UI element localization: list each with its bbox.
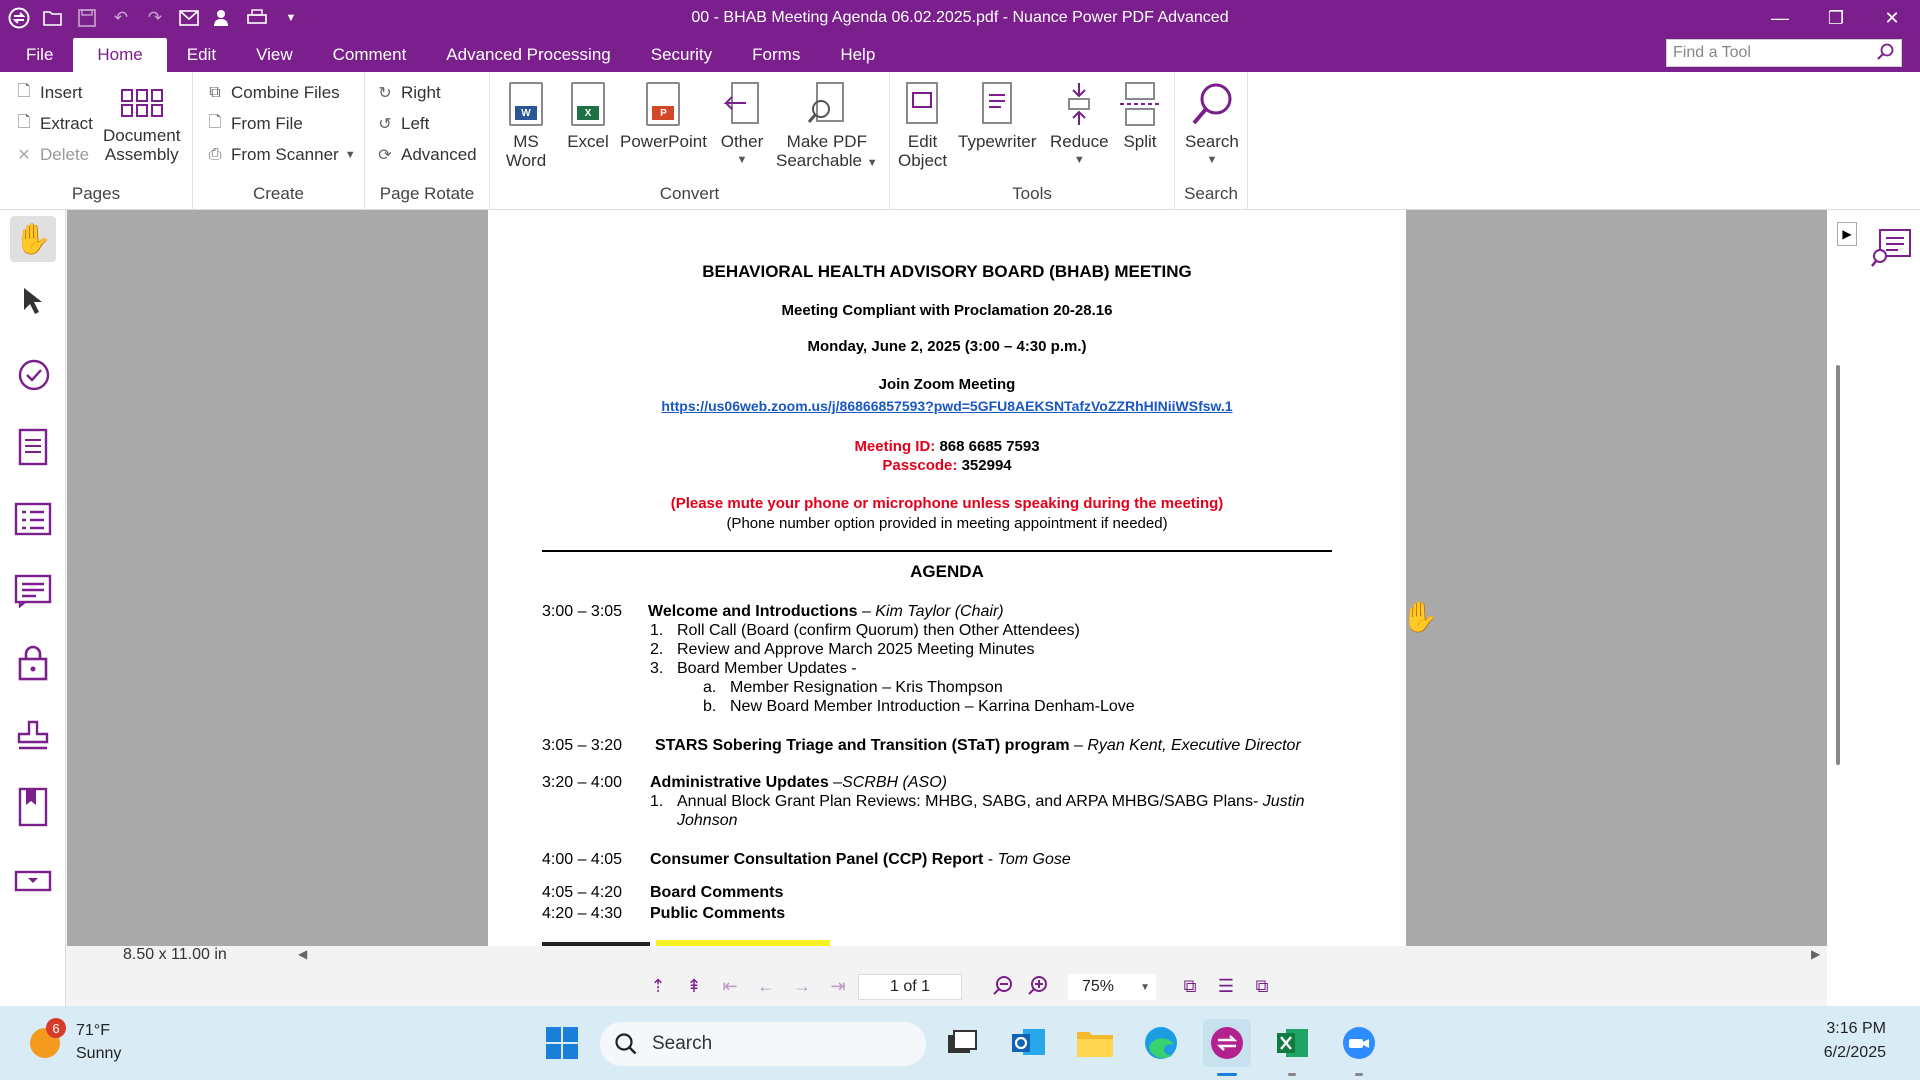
ribbon-group-search xyxy=(1175,72,1248,210)
agenda-sub-3-1-presenter-first: Justin xyxy=(1262,793,1305,810)
quick-access-toolbar xyxy=(0,5,304,31)
powerpoint-button[interactable] xyxy=(620,80,707,151)
clock[interactable] xyxy=(1800,1020,1886,1062)
delete-button[interactable] xyxy=(14,141,89,169)
agenda-item-1-title: Welcome and Introductions xyxy=(648,603,858,620)
agenda-time-2: 3:05 – 3:20 xyxy=(542,737,623,754)
redo-icon[interactable]: ↷ xyxy=(147,8,163,27)
edit-object-button[interactable] xyxy=(898,80,947,170)
file-explorer-icon[interactable] xyxy=(1071,1019,1119,1067)
reduce-icon xyxy=(1057,80,1101,128)
ms-word-button[interactable] xyxy=(504,80,548,170)
chevron-down-icon: ▼ xyxy=(1073,154,1085,166)
bookmark-panel-icon[interactable] xyxy=(10,784,56,830)
doc-title: BEHAVIORAL HEALTH ADVISORY BOARD (BHAB) MEETING xyxy=(702,262,1192,281)
rotate-left-button[interactable] xyxy=(375,110,429,138)
agenda-sub-3-1 xyxy=(677,793,1305,811)
make-pdf-searchable-button[interactable] xyxy=(776,80,878,173)
section-divider xyxy=(542,550,1332,552)
vertical-scrollbar[interactable] xyxy=(1836,365,1840,765)
make-pdf-label-2-text: Searchable xyxy=(776,151,863,170)
reduce-button[interactable] xyxy=(1050,80,1109,170)
chevron-down-icon: ▼ xyxy=(736,154,748,166)
doc-date: Monday, June 2, 2025 (3:00 – 4:30 p.m.) xyxy=(807,338,1087,355)
zoom-out-icon[interactable] xyxy=(992,974,1014,1001)
taskbar-search-label: Search xyxy=(652,1033,713,1054)
search-label: Search xyxy=(1185,132,1239,151)
minimize-icon[interactable]: — xyxy=(1771,7,1789,28)
pdf-page xyxy=(488,210,1406,946)
ms-word-label-2: Word xyxy=(505,151,547,170)
agenda-sub-3-1-num: 1. xyxy=(650,793,664,810)
searchable-pdf-icon xyxy=(805,80,849,128)
left-tool-panel xyxy=(0,210,66,1006)
convert-group-label: Convert xyxy=(659,184,720,203)
agenda-item-4-presenter: Tom Gose xyxy=(997,851,1071,868)
clock-date: 6/2/2025 xyxy=(1823,1044,1886,1061)
menu-bar xyxy=(0,36,1920,72)
agenda-item-4-sep: - xyxy=(983,851,998,868)
agenda-item-5: Board Comments xyxy=(650,884,784,901)
typewriter-button[interactable] xyxy=(958,80,1036,151)
find-panel-icon[interactable] xyxy=(1870,228,1912,273)
agenda-item-4-title: Consumer Consultation Panel (CCP) Report xyxy=(650,851,984,868)
typewriter-icon xyxy=(975,80,1019,128)
extract-page-icon: 🗋 xyxy=(17,113,31,131)
agenda-sub-1-3b-num: b. xyxy=(703,698,717,715)
delete-label: Delete xyxy=(40,145,90,164)
excel-doc-icon: X xyxy=(566,80,610,128)
rotate-right-icon: ↻ xyxy=(378,85,392,102)
power-pdf-taskbar-icon[interactable] xyxy=(1203,1019,1251,1067)
ms-word-label-1: MS xyxy=(513,132,539,151)
first-page-icon[interactable]: ⇤ xyxy=(722,976,738,996)
hand-tool-icon[interactable]: ✋ xyxy=(10,216,56,262)
weather-temperature: 71°F xyxy=(76,1022,110,1039)
status-bar xyxy=(66,946,1827,1006)
make-pdf-label-2 xyxy=(776,151,878,173)
fit-width-icon[interactable]: ⇞ xyxy=(686,976,702,996)
search-icon xyxy=(1877,43,1895,66)
agenda-sub-1-3-num: 3. xyxy=(650,660,664,677)
menu-advanced-processing[interactable]: Advanced Processing xyxy=(446,45,611,64)
split-label: Split xyxy=(1123,132,1157,151)
menu-home[interactable]: Home xyxy=(73,38,166,72)
stamp-icon[interactable] xyxy=(10,712,56,758)
expand-panel-icon[interactable] xyxy=(10,858,56,904)
menu-help[interactable]: Help xyxy=(840,45,876,64)
weather-widget[interactable] xyxy=(28,1018,148,1068)
doc-join-zoom: Join Zoom Meeting xyxy=(878,376,1016,393)
previous-page-icon[interactable]: ← xyxy=(757,976,775,996)
from-scanner-label: From Scanner xyxy=(231,145,339,164)
agenda-sub-1-1: Roll Call (Board (confirm Quorum) then Other Attendees) xyxy=(677,622,1080,639)
agenda-time-4: 4:00 – 4:05 xyxy=(542,851,623,868)
passcode-label: Passcode: xyxy=(882,457,958,474)
menu-security[interactable]: Security xyxy=(650,45,713,64)
insert-page-icon: 🗋 xyxy=(17,82,31,100)
undo-icon[interactable]: ↶ xyxy=(113,8,129,27)
combine-files-icon: ⧉ xyxy=(209,84,221,101)
insert-label: Insert xyxy=(40,83,83,102)
page-navigation xyxy=(640,976,856,997)
agenda-time-5: 4:05 – 4:20 xyxy=(542,884,623,901)
agenda-item-3-presenter: SCRBH (ASO) xyxy=(842,774,947,791)
rotate-right-button[interactable] xyxy=(375,79,441,107)
other-button[interactable] xyxy=(720,80,764,170)
passcode-value: 352994 xyxy=(961,457,1012,474)
app-logo-icon[interactable] xyxy=(6,5,32,31)
title-bar xyxy=(0,0,1920,36)
document-canvas[interactable] xyxy=(67,210,1827,946)
ribbon-group-pages xyxy=(0,72,193,210)
agenda-sub-3-1-presenter-last: Johnson xyxy=(677,812,738,829)
zoom-in-icon[interactable] xyxy=(1027,974,1049,1001)
agenda-sub-1-2: Review and Approve March 2025 Meeting Minutes xyxy=(677,641,1035,658)
menu-file[interactable]: File xyxy=(26,45,54,64)
view-mode-controls xyxy=(1172,976,1280,997)
collapse-arrow-icon[interactable]: ▶ xyxy=(1837,222,1857,246)
agenda-sub-1-3a: Member Resignation – Kris Thompson xyxy=(730,679,1003,696)
facing-pages-view-icon[interactable]: ⧉ xyxy=(1255,976,1269,996)
rotate-left-label: Left xyxy=(401,114,430,133)
from-scanner-button[interactable] xyxy=(205,141,356,169)
email-icon[interactable] xyxy=(176,5,202,31)
agenda-item-2-title: STARS Sobering Triage and Transition (STaT) program xyxy=(655,737,1070,754)
zoom-taskbar-icon[interactable] xyxy=(1335,1019,1383,1067)
page-size: 8.50 x 11.00 in xyxy=(123,946,227,963)
search-icon xyxy=(614,1032,638,1056)
ribbon-group-page-rotate xyxy=(365,72,490,210)
agenda-item-3-title: Administrative Updates xyxy=(650,774,829,791)
powerpoint-label: PowerPoint xyxy=(620,132,707,151)
other-format-icon xyxy=(720,80,764,128)
single-page-view-icon[interactable]: ⧉ xyxy=(1183,976,1197,996)
last-page-icon[interactable]: ⇥ xyxy=(830,976,846,996)
document-assembly-label-1: Document xyxy=(103,126,181,145)
weather-notification-badge: 6 xyxy=(46,1018,66,1038)
tools-group-label: Tools xyxy=(1012,184,1052,203)
agenda-item-6: Public Comments xyxy=(650,905,786,922)
find-tool-placeholder: Find a Tool xyxy=(1673,44,1751,61)
pages-panel-icon[interactable] xyxy=(10,424,56,470)
passcode-line xyxy=(488,457,1406,474)
rotate-left-icon: ↺ xyxy=(378,116,392,133)
scroll-left-icon[interactable]: ◀ xyxy=(298,947,308,961)
agenda-item-2-presenter: Ryan Kent, Executive Director xyxy=(1087,737,1301,754)
restore-icon[interactable]: ❐ xyxy=(1827,7,1845,28)
file-icon: 🗋 xyxy=(208,113,222,131)
customize-quick-access-icon[interactable]: ▼ xyxy=(285,12,297,24)
agenda-item-1-presenter: Kim Taylor (Chair) xyxy=(875,603,1004,620)
mute-notice: (Please mute your phone or microphone unless speaking during the meeting) xyxy=(670,495,1224,512)
agenda-sub-1-1-num: 1. xyxy=(650,622,664,639)
doc-subtitle: Meeting Compliant with Proclamation 20-28.16 xyxy=(781,302,1113,319)
pages-group-label: Pages xyxy=(71,184,121,203)
search-button[interactable] xyxy=(1185,80,1239,170)
windows-taskbar xyxy=(0,1006,1920,1080)
select-arrow-icon[interactable] xyxy=(10,278,56,324)
excel-taskbar-icon[interactable] xyxy=(1269,1019,1317,1067)
scanner-icon: ⎙ xyxy=(208,146,222,163)
zoom-level-select[interactable] xyxy=(1068,974,1156,1000)
user-sign-icon[interactable] xyxy=(210,5,236,31)
right-panel xyxy=(1827,210,1920,1006)
create-group-label: Create xyxy=(252,184,305,203)
split-icon xyxy=(1118,80,1162,128)
powerpoint-doc-icon: P xyxy=(641,80,685,128)
menu-view[interactable]: View xyxy=(256,45,293,64)
insert-button[interactable] xyxy=(14,79,83,107)
active-app-indicator xyxy=(1217,1073,1237,1076)
page-rotate-group-label: Page Rotate xyxy=(379,184,475,203)
find-tool-input[interactable] xyxy=(1666,39,1902,67)
agenda-sub-1-3a-num: a. xyxy=(703,679,717,696)
meeting-id-value: 868 6685 7593 xyxy=(939,438,1040,455)
edge-browser-icon[interactable] xyxy=(1137,1019,1185,1067)
page-number-field[interactable]: 1 of 1 xyxy=(858,974,962,1000)
save-icon[interactable] xyxy=(74,5,100,31)
meeting-id-label: Meeting ID: xyxy=(854,438,936,455)
agenda-sub-1-3b: New Board Member Introduction – Karrina Denham-Love xyxy=(730,698,1135,715)
agenda-item-1 xyxy=(648,603,1004,621)
rotate-advanced-label: Advanced xyxy=(401,145,477,164)
task-view-icon[interactable] xyxy=(938,1019,986,1067)
menu-comment[interactable]: Comment xyxy=(332,45,407,64)
checklist-panel-icon[interactable] xyxy=(10,496,56,542)
agenda-item-1-sep: – xyxy=(857,603,876,620)
excel-running-indicator xyxy=(1288,1073,1296,1076)
combine-files-label: Combine Files xyxy=(231,83,340,102)
extract-label: Extract xyxy=(40,114,93,133)
weather-condition: Sunny xyxy=(76,1045,122,1062)
excel-button[interactable] xyxy=(566,80,610,151)
chevron-down-icon: ▼ xyxy=(344,149,356,161)
split-button[interactable] xyxy=(1118,80,1162,151)
clock-time: 3:16 PM xyxy=(1826,1020,1886,1037)
window-title: 00 - BHAB Meeting Agenda 06.02.2025.pdf - Nuance Power PDF Advanced xyxy=(691,9,1229,26)
zoom-level-value: 75% xyxy=(1082,978,1115,995)
typewriter-label: Typewriter xyxy=(958,132,1037,151)
make-pdf-label-1: Make PDF xyxy=(786,132,867,151)
ribbon-group-tools xyxy=(890,72,1175,210)
document-assembly-label-2: Assembly xyxy=(104,145,179,164)
search-icon xyxy=(1190,80,1234,128)
menu-edit[interactable]: Edit xyxy=(186,45,217,64)
outlook-icon[interactable] xyxy=(1005,1019,1053,1067)
print-icon[interactable] xyxy=(244,5,270,31)
open-folder-icon[interactable] xyxy=(40,5,66,31)
rotate-advanced-button[interactable] xyxy=(375,141,477,169)
agenda-sub-1-3: Board Member Updates - xyxy=(677,660,857,677)
agenda-sub-1-2-num: 2. xyxy=(650,641,664,658)
start-button[interactable] xyxy=(538,1019,586,1067)
agenda-item-2-sep: – xyxy=(1069,737,1088,754)
meeting-id-line xyxy=(488,438,1406,455)
agenda-item-4 xyxy=(650,851,1071,869)
comments-panel-icon[interactable] xyxy=(10,568,56,614)
edit-object-label-2: Object xyxy=(898,151,948,170)
agenda-sub-3-1-text: Annual Block Grant Plan Reviews: MHBG, SABG, and ARPA MHBG/SABG Plans- xyxy=(677,793,1259,810)
excel-label: Excel xyxy=(567,132,609,151)
close-icon[interactable]: ✕ xyxy=(1884,7,1900,28)
agenda-item-3 xyxy=(650,774,947,792)
word-doc-icon: W xyxy=(504,80,548,128)
agenda-item-3-sep: – xyxy=(828,774,843,791)
rotate-advanced-icon: ⟳ xyxy=(378,147,392,164)
agenda-time-6: 4:20 – 4:30 xyxy=(542,905,623,922)
chevron-down-icon: ▼ xyxy=(1140,981,1150,993)
agenda-heading: AGENDA xyxy=(910,562,984,581)
zoom-running-indicator xyxy=(1355,1073,1363,1076)
from-file-button[interactable] xyxy=(205,110,303,138)
security-lock-icon[interactable] xyxy=(10,640,56,686)
fit-page-icon[interactable]: ⇡ xyxy=(650,976,666,996)
agenda-item-2 xyxy=(655,737,1301,755)
ribbon-group-convert xyxy=(490,72,890,210)
document-assembly-icon xyxy=(120,84,164,122)
extract-button[interactable] xyxy=(14,110,93,138)
from-file-label: From File xyxy=(231,114,303,133)
ribbon xyxy=(0,72,1920,210)
zoom-meeting-link[interactable]: https://us06web.zoom.us/j/86866857593?pwd=5GFU8AEKSNTafzVoZZRhHINiiWSfsw.1 xyxy=(661,398,1233,414)
delete-x-icon: ✕ xyxy=(17,147,31,164)
history-icon[interactable] xyxy=(10,352,56,398)
combine-files-button[interactable] xyxy=(205,79,340,107)
rotate-right-label: Right xyxy=(401,83,441,102)
agenda-time-1: 3:00 – 3:05 xyxy=(542,603,623,620)
next-page-icon[interactable]: → xyxy=(793,976,811,996)
window-controls xyxy=(1752,0,1920,36)
agenda-time-3: 3:20 – 4:00 xyxy=(542,774,623,791)
other-label: Other xyxy=(720,132,764,151)
taskbar-search-box[interactable] xyxy=(600,1022,926,1066)
continuous-view-icon[interactable]: ☰ xyxy=(1217,976,1235,996)
reduce-label: Reduce xyxy=(1050,132,1109,151)
hand-cursor-icon: ✋ xyxy=(1401,601,1439,634)
phone-notice: (Phone number option provided in meeting appointment if needed) xyxy=(726,515,1168,532)
ribbon-group-create xyxy=(193,72,365,210)
menu-forms[interactable]: Forms xyxy=(752,45,801,64)
chevron-down-icon: ▼ xyxy=(866,157,878,169)
search-group-label: Search xyxy=(1184,184,1238,203)
edit-object-label-1: Edit xyxy=(907,132,938,151)
document-assembly-button[interactable] xyxy=(103,84,180,164)
edit-object-icon xyxy=(901,80,945,128)
chevron-down-icon: ▼ xyxy=(1206,154,1218,166)
scroll-right-icon[interactable]: ▶ xyxy=(1811,947,1821,961)
